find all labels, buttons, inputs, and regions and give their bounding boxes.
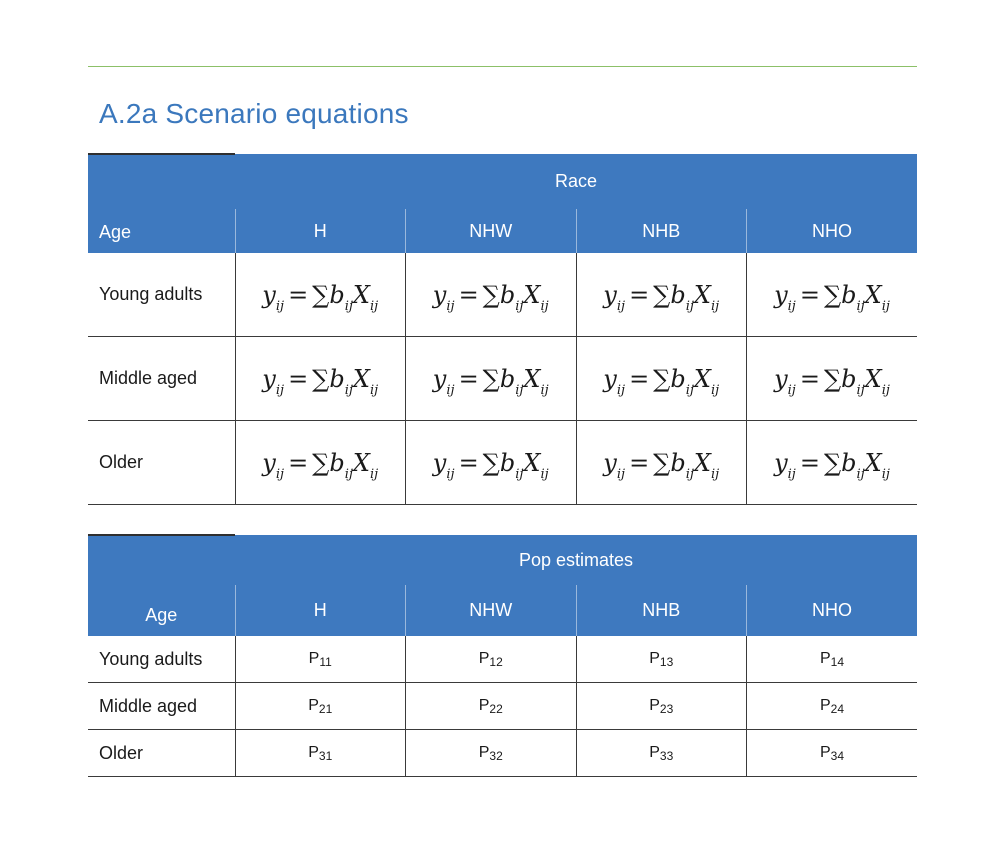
column-header: NHW [406,209,577,253]
variable-subscript: ij [710,298,720,314]
column-header: NHW [406,585,577,636]
equals-sign: = [458,364,479,393]
equation-lhs-subscript: ij [275,382,285,398]
row-label: Middle aged [88,337,235,421]
equation-coefficient: b [329,448,345,477]
equation-cell [406,337,577,421]
equals-sign: = [288,448,309,477]
row-label: Young adults [88,636,235,683]
equals-sign: = [629,280,650,309]
variable-subscript: ij [540,382,549,398]
sum-symbol: ∑ [823,448,842,477]
equation-variable: X [523,280,541,309]
equals-sign: = [799,448,820,477]
sum-symbol: ∑ [312,448,330,477]
top-divider [88,66,917,67]
table-row [88,337,917,421]
equation-lhs-subscript: ij [616,382,626,398]
equation-coefficient: b [670,448,686,477]
equation-lhs-subscript: ij [616,298,626,314]
equation-variable: X [864,448,882,477]
equation-cell [406,253,577,337]
equation-variable: X [864,280,882,309]
equation-cell [235,253,406,337]
row-label: Older [88,421,235,505]
sum-symbol: ∑ [823,280,842,309]
equation-cell [235,421,406,505]
equation-lhs: y [603,280,617,309]
pop-estimates-header: Pop estimates [235,535,917,585]
pop-cell: $P_{21}$ [235,683,406,730]
pop-cell: $P_{11}$ [235,636,406,683]
sum-symbol: ∑ [653,448,671,477]
coefficient-subscript: ij [344,466,353,482]
pop-cell: $P_{23}$ [576,683,747,730]
coefficient-subscript: ij [344,298,353,314]
column-header: H [235,585,406,636]
equation-variable: X [352,448,370,477]
equation-lhs-subscript: ij [787,382,796,398]
equation-coefficient: b [499,448,516,477]
equation-cell [235,337,406,421]
equation-lhs: y [262,448,276,477]
table-row [88,421,917,505]
variable-subscript: ij [540,298,549,314]
coefficient-subscript: ij [685,382,694,398]
column-header: NHO [747,585,918,636]
sum-symbol: ∑ [482,364,500,393]
equation-variable: X [352,280,370,309]
equals-sign: = [799,280,820,309]
equation-lhs: y [262,364,276,393]
table-row [88,253,917,337]
equation-coefficient: b [329,280,345,309]
variable-subscript: ij [881,466,890,482]
sum-symbol: ∑ [312,280,330,309]
equation-lhs: y [774,448,788,477]
equation-lhs-subscript: ij [275,298,285,314]
equation-lhs: y [603,364,617,393]
coefficient-subscript: ij [856,466,865,482]
equation-cell [747,421,918,505]
equals-sign: = [458,280,479,309]
equation-lhs-subscript: ij [787,466,796,482]
coefficient-subscript: ij [856,298,865,314]
column-header: H [235,209,406,253]
equals-sign: = [288,280,309,309]
scenario-equations-table [88,153,917,505]
equation-coefficient: b [499,280,516,309]
equation-coefficient: b [670,364,686,393]
equation-variable: X [864,364,882,393]
column-header: NHB [576,209,747,253]
sum-symbol: ∑ [653,364,671,393]
equation-lhs-subscript: ij [616,466,626,482]
age-header: Age [88,154,235,253]
coefficient-subscript: ij [515,298,524,314]
coefficient-subscript: ij [685,466,694,482]
coefficient-subscript: ij [515,382,524,398]
variable-subscript: ij [881,298,890,314]
page-title: A.2a Scenario equations [99,98,409,129]
equation-cell [747,337,918,421]
equation-lhs-subscript: ij [446,382,455,398]
equation-coefficient: b [841,280,857,309]
variable-subscript: ij [540,466,549,482]
equation-cell [576,337,747,421]
equation-lhs-subscript: ij [787,298,796,314]
pop-cell: $P_{12}$ [406,636,577,683]
row-label: Middle aged [88,683,235,730]
equation-lhs: y [603,448,617,477]
pop-estimates-table [88,534,917,777]
table-row [88,636,917,683]
equation-coefficient: b [841,448,857,477]
age-header: Age [88,535,235,636]
variable-subscript: ij [710,466,720,482]
equals-sign: = [629,364,650,393]
race-header: Race [235,154,917,209]
column-header: NHO [747,209,918,253]
sum-symbol: ∑ [482,280,500,309]
sum-symbol: ∑ [312,364,330,393]
equation-lhs-subscript: ij [446,298,455,314]
pop-cell: $P_{14}$ [747,636,918,683]
equation-coefficient: b [499,364,516,393]
coefficient-subscript: ij [344,382,353,398]
variable-subscript: ij [710,382,720,398]
variable-subscript: ij [369,382,379,398]
sum-symbol: ∑ [482,448,500,477]
pop-cell: $P_{34}$ [747,730,918,777]
equation-variable: X [693,448,711,477]
variable-subscript: ij [369,466,379,482]
equation-cell [747,253,918,337]
equation-lhs-subscript: ij [446,466,455,482]
equation-coefficient: b [670,280,686,309]
equation-variable: X [693,280,711,309]
sum-symbol: ∑ [653,280,671,309]
equation-lhs: y [432,364,447,393]
equation-variable: X [523,448,541,477]
pop-cell: $P_{24}$ [747,683,918,730]
equation-lhs: y [262,280,276,309]
pop-cell: $P_{22}$ [406,683,577,730]
coefficient-subscript: ij [515,466,524,482]
equation-lhs-subscript: ij [275,466,285,482]
equation-coefficient: b [841,364,857,393]
equation-lhs: y [774,364,788,393]
equals-sign: = [629,448,650,477]
table-row [88,730,917,777]
equation-variable: X [693,364,711,393]
variable-subscript: ij [881,382,890,398]
equals-sign: = [458,448,479,477]
variable-subscript: ij [369,298,379,314]
row-label: Older [88,730,235,777]
equation-variable: X [352,364,370,393]
column-header: NHB [576,585,747,636]
equation-cell [576,421,747,505]
row-label: Young adults [88,253,235,337]
equals-sign: = [288,364,309,393]
equation-lhs: y [774,280,788,309]
equation-lhs: y [432,448,447,477]
sum-symbol: ∑ [823,364,842,393]
equation-cell [406,421,577,505]
pop-cell: $P_{32}$ [406,730,577,777]
equals-sign: = [799,364,820,393]
pop-cell: $P_{13}$ [576,636,747,683]
pop-cell: $P_{31}$ [235,730,406,777]
equation-coefficient: b [329,364,345,393]
equation-cell [576,253,747,337]
coefficient-subscript: ij [856,382,865,398]
equation-variable: X [523,364,541,393]
coefficient-subscript: ij [685,298,694,314]
table-row [88,683,917,730]
equation-lhs: y [432,280,447,309]
pop-cell: $P_{33}$ [576,730,747,777]
